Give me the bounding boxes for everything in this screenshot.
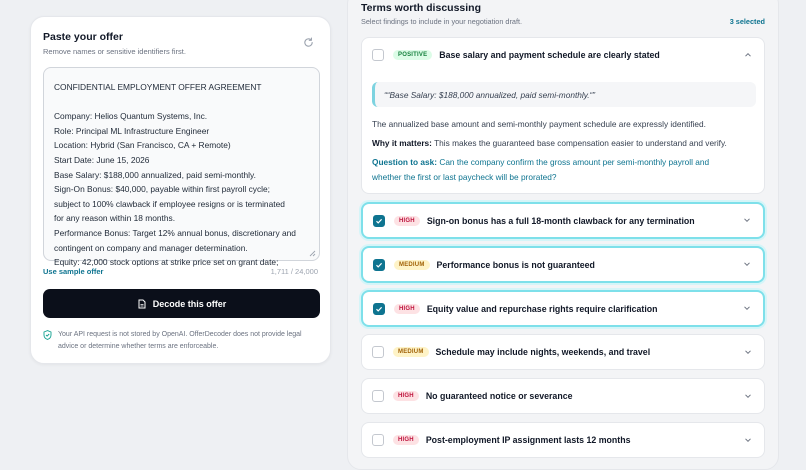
question-line-2: whether the first or last paycheck will be prorated? <box>372 171 557 182</box>
offer-line: Location: Hybrid (San Francisco, CA + Remote) <box>54 140 231 151</box>
question-to-ask <box>372 155 756 184</box>
severity-badge: POSITIVE <box>393 50 432 60</box>
finding-checkbox[interactable] <box>372 390 384 402</box>
check-icon <box>375 217 383 225</box>
offer-textarea[interactable] <box>43 67 320 268</box>
check-icon <box>375 305 383 313</box>
chevron-down-icon[interactable] <box>744 436 752 444</box>
chevron-down-icon[interactable] <box>744 392 752 400</box>
chevron-down-icon[interactable] <box>744 348 752 356</box>
use-sample-link[interactable]: Use sample offer <box>43 267 104 276</box>
card-title: Paste your offer <box>43 31 123 43</box>
finding-card[interactable] <box>361 290 765 327</box>
finding-header[interactable] <box>362 38 764 72</box>
offer-line: Start Date: June 15, 2026 <box>54 154 150 165</box>
card-subtitle: Remove names or sensitive identifiers first. <box>43 47 186 56</box>
offer-line: for any reason within 18 months. <box>54 213 176 224</box>
chevron-up-icon[interactable] <box>744 51 752 59</box>
refresh-icon[interactable] <box>303 37 314 48</box>
document-icon <box>137 299 147 309</box>
why-text: This makes the guaranteed base compensation easier to understand and verify. <box>434 138 727 148</box>
finding-checkbox[interactable] <box>372 49 384 61</box>
finding-summary: The annualized base amount and semi-monthly payment schedule are expressly identified. <box>372 119 706 129</box>
finding-title: Equity value and repurchase rights require clarification <box>426 303 658 314</box>
offer-line: Equity: 42,000 stock options at strike price set on grant date; <box>54 257 279 268</box>
finding-card[interactable] <box>361 378 765 414</box>
disclaimer-text: Your API request is not stored by OpenAI. OfferDecoder does not provide legal advice or determine whether terms are enforceable. <box>58 331 302 350</box>
check-icon <box>375 261 383 269</box>
findings-subtitle: Select findings to include in your negotiation draft. <box>361 17 523 26</box>
resize-handle-icon[interactable] <box>308 249 316 257</box>
chevron-down-icon[interactable] <box>743 260 751 268</box>
finding-title: Sign-on bonus has a full 18-month clawback for any termination <box>426 215 695 226</box>
finding-card[interactable] <box>361 202 765 239</box>
severity-badge: MEDIUM <box>393 347 429 357</box>
finding-card-expanded <box>361 37 765 194</box>
why-label: Why it matters: <box>372 138 432 148</box>
severity-badge: HIGH <box>393 435 419 445</box>
offer-line: Company: Helios Quantum Systems, Inc. <box>54 111 208 122</box>
evidence-quote: ““Base Salary: $188,000 annualized, paid semi-monthly.“” <box>372 82 756 107</box>
offer-line: contingent on company and manager determination. <box>54 242 248 253</box>
selected-count: 3 selected <box>729 17 765 26</box>
finding-card[interactable] <box>361 246 765 283</box>
offer-line: Base Salary: $188,000 annualized, paid semi-monthly. <box>54 169 256 180</box>
finding-title: Schedule may include nights, weekends, and travel <box>435 347 651 357</box>
privacy-disclaimer <box>43 329 323 353</box>
finding-title: Post-employment IP assignment lasts 12 months <box>425 435 631 445</box>
decode-button-label: Decode this offer <box>152 298 227 309</box>
offer-input-card <box>30 16 331 364</box>
finding-title: Performance bonus is not guaranteed <box>436 259 595 270</box>
offer-line: Sign-On Bonus: $40,000, payable within first payroll cycle; <box>54 184 271 195</box>
offer-line: subject to 100% clawback if employee resigns or is terminated <box>54 198 285 209</box>
chevron-down-icon[interactable] <box>743 216 751 224</box>
finding-checkbox-checked[interactable] <box>373 303 385 315</box>
offer-line: Performance Bonus: Target 12% annual bonus, discretionary and <box>54 227 296 238</box>
severity-badge: HIGH <box>393 391 419 401</box>
question-label: Question to ask: <box>372 157 438 167</box>
severity-badge: MEDIUM <box>394 260 430 270</box>
offer-line: CONFIDENTIAL EMPLOYMENT OFFER AGREEMENT <box>54 82 262 92</box>
decode-button[interactable] <box>43 289 320 318</box>
finding-checkbox-checked[interactable] <box>373 259 385 271</box>
finding-card[interactable] <box>361 422 765 458</box>
chevron-down-icon[interactable] <box>743 304 751 312</box>
question-line-1: Can the company confirm the gross amount per semi-monthly payroll and <box>439 157 710 167</box>
severity-badge: HIGH <box>394 216 420 226</box>
offer-line: Role: Principal ML Infrastructure Engineer <box>54 125 210 136</box>
finding-card[interactable] <box>361 334 765 370</box>
finding-checkbox[interactable] <box>372 434 384 446</box>
shield-check-icon <box>43 330 52 340</box>
finding-title: Base salary and payment schedule are clearly stated <box>439 50 660 60</box>
finding-checkbox-checked[interactable] <box>373 215 385 227</box>
character-counter: 1,711 / 24,000 <box>270 267 318 276</box>
findings-title: Terms worth discussing <box>361 2 481 14</box>
finding-checkbox[interactable] <box>372 346 384 358</box>
why-it-matters <box>372 136 756 151</box>
finding-title: No guaranteed notice or severance <box>425 391 573 401</box>
severity-badge: HIGH <box>394 304 420 314</box>
